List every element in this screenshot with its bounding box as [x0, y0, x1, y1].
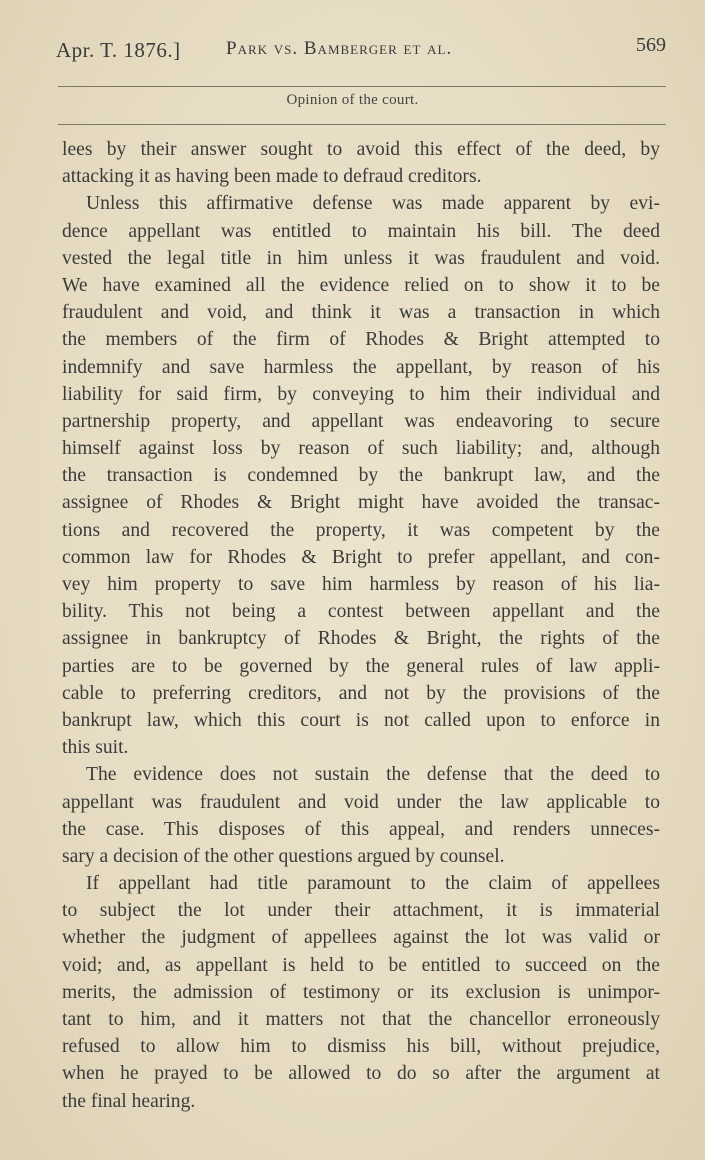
opinion-text — [62, 136, 660, 1115]
text-line: when he prayed to be allowed to do so after the argument at — [62, 1063, 660, 1085]
text-line: assignee of Rhodes & Bright might have avoided the transac- — [62, 492, 660, 514]
text-line: tant to him, and it matters not that the chancellor erroneously — [62, 1009, 660, 1030]
text-line: refused to allow him to dismiss his bill, without prejudice, — [62, 1036, 660, 1058]
text-line: partnership property, and appellant was endeavoring to secure — [62, 410, 660, 432]
section-heading: Opinion of the court. — [286, 92, 419, 108]
text-line: the final hearing. — [62, 1090, 196, 1112]
case-title: Park vs. Bamberger et al. — [226, 38, 453, 59]
text-line: sary a decision of the other questions argued by counsel. — [62, 845, 505, 867]
text-line: this suit. — [62, 737, 129, 759]
text-line: merits, the admission of testimony or its exclusion is unimpor- — [62, 981, 660, 1003]
text-line: cable to preferring creditors, and not by the provisions of the — [62, 682, 660, 704]
text-line: appellant was fraudulent and void under the law applicable to — [62, 791, 660, 813]
text-line: If appellant had title paramount to the claim of appellees — [86, 873, 660, 895]
text-line: parties are to be governed by the general rules of law appli- — [62, 655, 660, 677]
running-header — [56, 34, 666, 68]
text-line: indemnify and save harmless the appellant, by reason of his — [62, 356, 660, 378]
text-line: liability for said firm, by conveying to him their individual and — [62, 383, 660, 405]
text-line: bility. This not being a contest between appellant and the — [62, 601, 660, 623]
text-line: fraudulent and void, and think it was a transaction in which — [62, 302, 660, 324]
header-rule-top — [58, 86, 666, 87]
text-line: Unless this affirmative defense was made apparent by evi- — [86, 193, 660, 215]
term-label: Apr. T. 1876.] — [56, 38, 181, 62]
text-line: the transaction is condemned by the bankrupt law, and the — [62, 465, 660, 487]
text-line: We have examined all the evidence relied on to show it to be — [62, 274, 660, 296]
text-line: assignee in bankruptcy of Rhodes & Bright, the rights of the — [62, 628, 660, 650]
text-line: attacking it as having been made to defraud creditors. — [62, 166, 482, 188]
text-line: the case. This disposes of this appeal, and renders unneces- — [62, 818, 660, 840]
text-line: lees by their answer sought to avoid this effect of the deed, by — [62, 139, 660, 160]
page-number: 569 — [636, 34, 666, 56]
text-line: dence appellant was entitled to maintain his bill. The deed — [62, 220, 660, 242]
text-line: common law for Rhodes & Bright to prefer appellant, and con- — [62, 546, 660, 568]
text-line: the members of the firm of Rhodes & Bright attempted to — [62, 329, 660, 351]
text-line: void; and, as appellant is held to be entitled to succeed on the — [62, 954, 660, 976]
text-line: to subject the lot under their attachment, it is immaterial — [62, 900, 660, 922]
text-line: whether the judgment of appellees against the lot was valid or — [62, 927, 660, 949]
text-line: The evidence does not sustain the defense that the deed to — [86, 764, 660, 786]
text-line: bankrupt law, which this court is not called upon to enforce in — [62, 709, 660, 731]
text-line: tions and recovered the property, it was competent by the — [62, 519, 660, 541]
text-line: vey him property to save him harmless by reason of his lia- — [62, 574, 660, 595]
text-line: himself against loss by reason of such liability; and, although — [62, 438, 660, 460]
text-line: vested the legal title in him unless it was fraudulent and void. — [62, 247, 660, 269]
header-rule-bottom — [58, 124, 666, 125]
